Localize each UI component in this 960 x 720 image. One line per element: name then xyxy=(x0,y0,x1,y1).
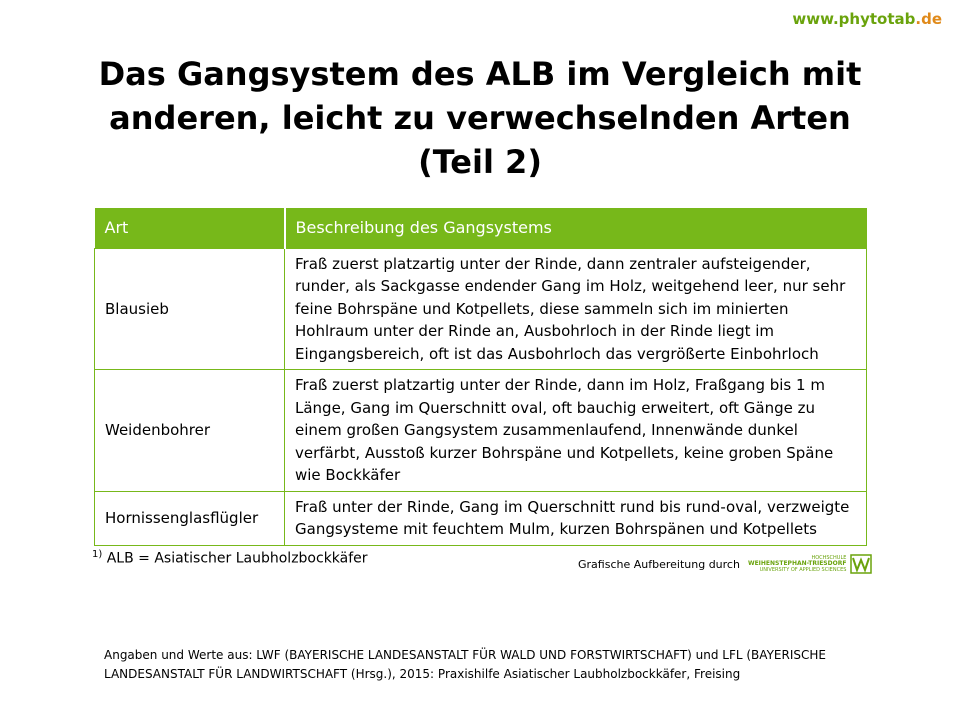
page-title xyxy=(40,52,920,184)
source-line-1: Angaben und Werte aus: LWF (BAYERISCHE LANDESANSTALT FÜR WALD UND FORSTWIRTSCHAFT) und LFL (BAYERISCHE xyxy=(104,648,826,662)
table-row xyxy=(95,370,867,492)
logo-line-2: WEIHENSTEPHAN-TRIESDORF xyxy=(747,560,847,567)
site-url[interactable] xyxy=(792,10,942,28)
comparison-table-wrapper xyxy=(94,208,866,546)
university-logo[interactable] xyxy=(748,554,872,574)
title-line-3: (Teil 2) xyxy=(418,143,542,181)
table-header-row xyxy=(95,208,867,248)
header-art: Art xyxy=(95,208,285,248)
footnote xyxy=(92,549,368,567)
logo-line-1: HOCHSCHULE xyxy=(811,555,847,561)
cell-description: Fraß unter der Rinde, Gang im Querschnitt rund bis rund-oval, verzweigte Gangsysteme mit feuchtem Mulm, kurzen Bohrspänen und Kotpellets xyxy=(285,491,867,545)
footnote-marker: 1) xyxy=(92,549,103,560)
credit-text: Grafische Aufbereitung durch xyxy=(578,557,740,571)
site-url-main: www.phytotab xyxy=(792,10,916,28)
header-description: Beschreibung des Gangsystems xyxy=(285,208,867,248)
credit xyxy=(578,554,872,574)
cell-art: Weidenbohrer xyxy=(95,370,285,492)
cell-description: Fraß zuerst platzartig unter der Rinde, dann im Holz, Fraßgang bis 1 m Länge, Gang im Querschnitt oval, oft bauchig erweitert, oft Gänge zu einem großen Gangsystem zusammenlaufend, Innenwände dunkel verfärbt, Ausstoß kurzer Bohrspäne und Kotpellets, keine groben Späne wie Bockkäfer xyxy=(285,370,867,492)
source-citation xyxy=(104,646,864,684)
table-row xyxy=(95,491,867,545)
title-line-1: Das Gangsystem des ALB im Vergleich mit xyxy=(98,55,862,93)
site-url-tld: .de xyxy=(915,10,942,28)
footnote-text: ALB = Asiatischer Laubholzbockkäfer xyxy=(106,550,368,567)
comparison-table xyxy=(94,208,867,546)
cell-art: Hornissenglasflügler xyxy=(95,491,285,545)
title-line-2: anderen, leicht zu verwechselnden Arten xyxy=(109,99,851,137)
source-line-2: LANDESANSTALT FÜR LANDWIRTSCHAFT (Hrsg.), 2015: Praxishilfe Asiatischer Laubholzbockkäfer, Freising xyxy=(104,667,741,681)
logo-mark-icon xyxy=(850,554,872,574)
cell-art: Blausieb xyxy=(95,248,285,370)
table-row xyxy=(95,248,867,370)
cell-description: Fraß zuerst platzartig unter der Rinde, dann zentraler aufsteigender, runder, als Sackgasse endender Gang im Holz, weitgehend leer, nur sehr feine Bohrspäne und Kotpellets, diese sammeln sich im minierten Hohlraum unter der Rinde an, Ausbohrloch in der Rinde liegt im Eingangsbereich, oft ist das Ausbohrloch das vergrößerte Einbohrloch xyxy=(285,248,867,370)
logo-line-3: UNIVERSITY OF APPLIED SCIENCES xyxy=(759,567,847,573)
logo-text xyxy=(748,555,846,573)
